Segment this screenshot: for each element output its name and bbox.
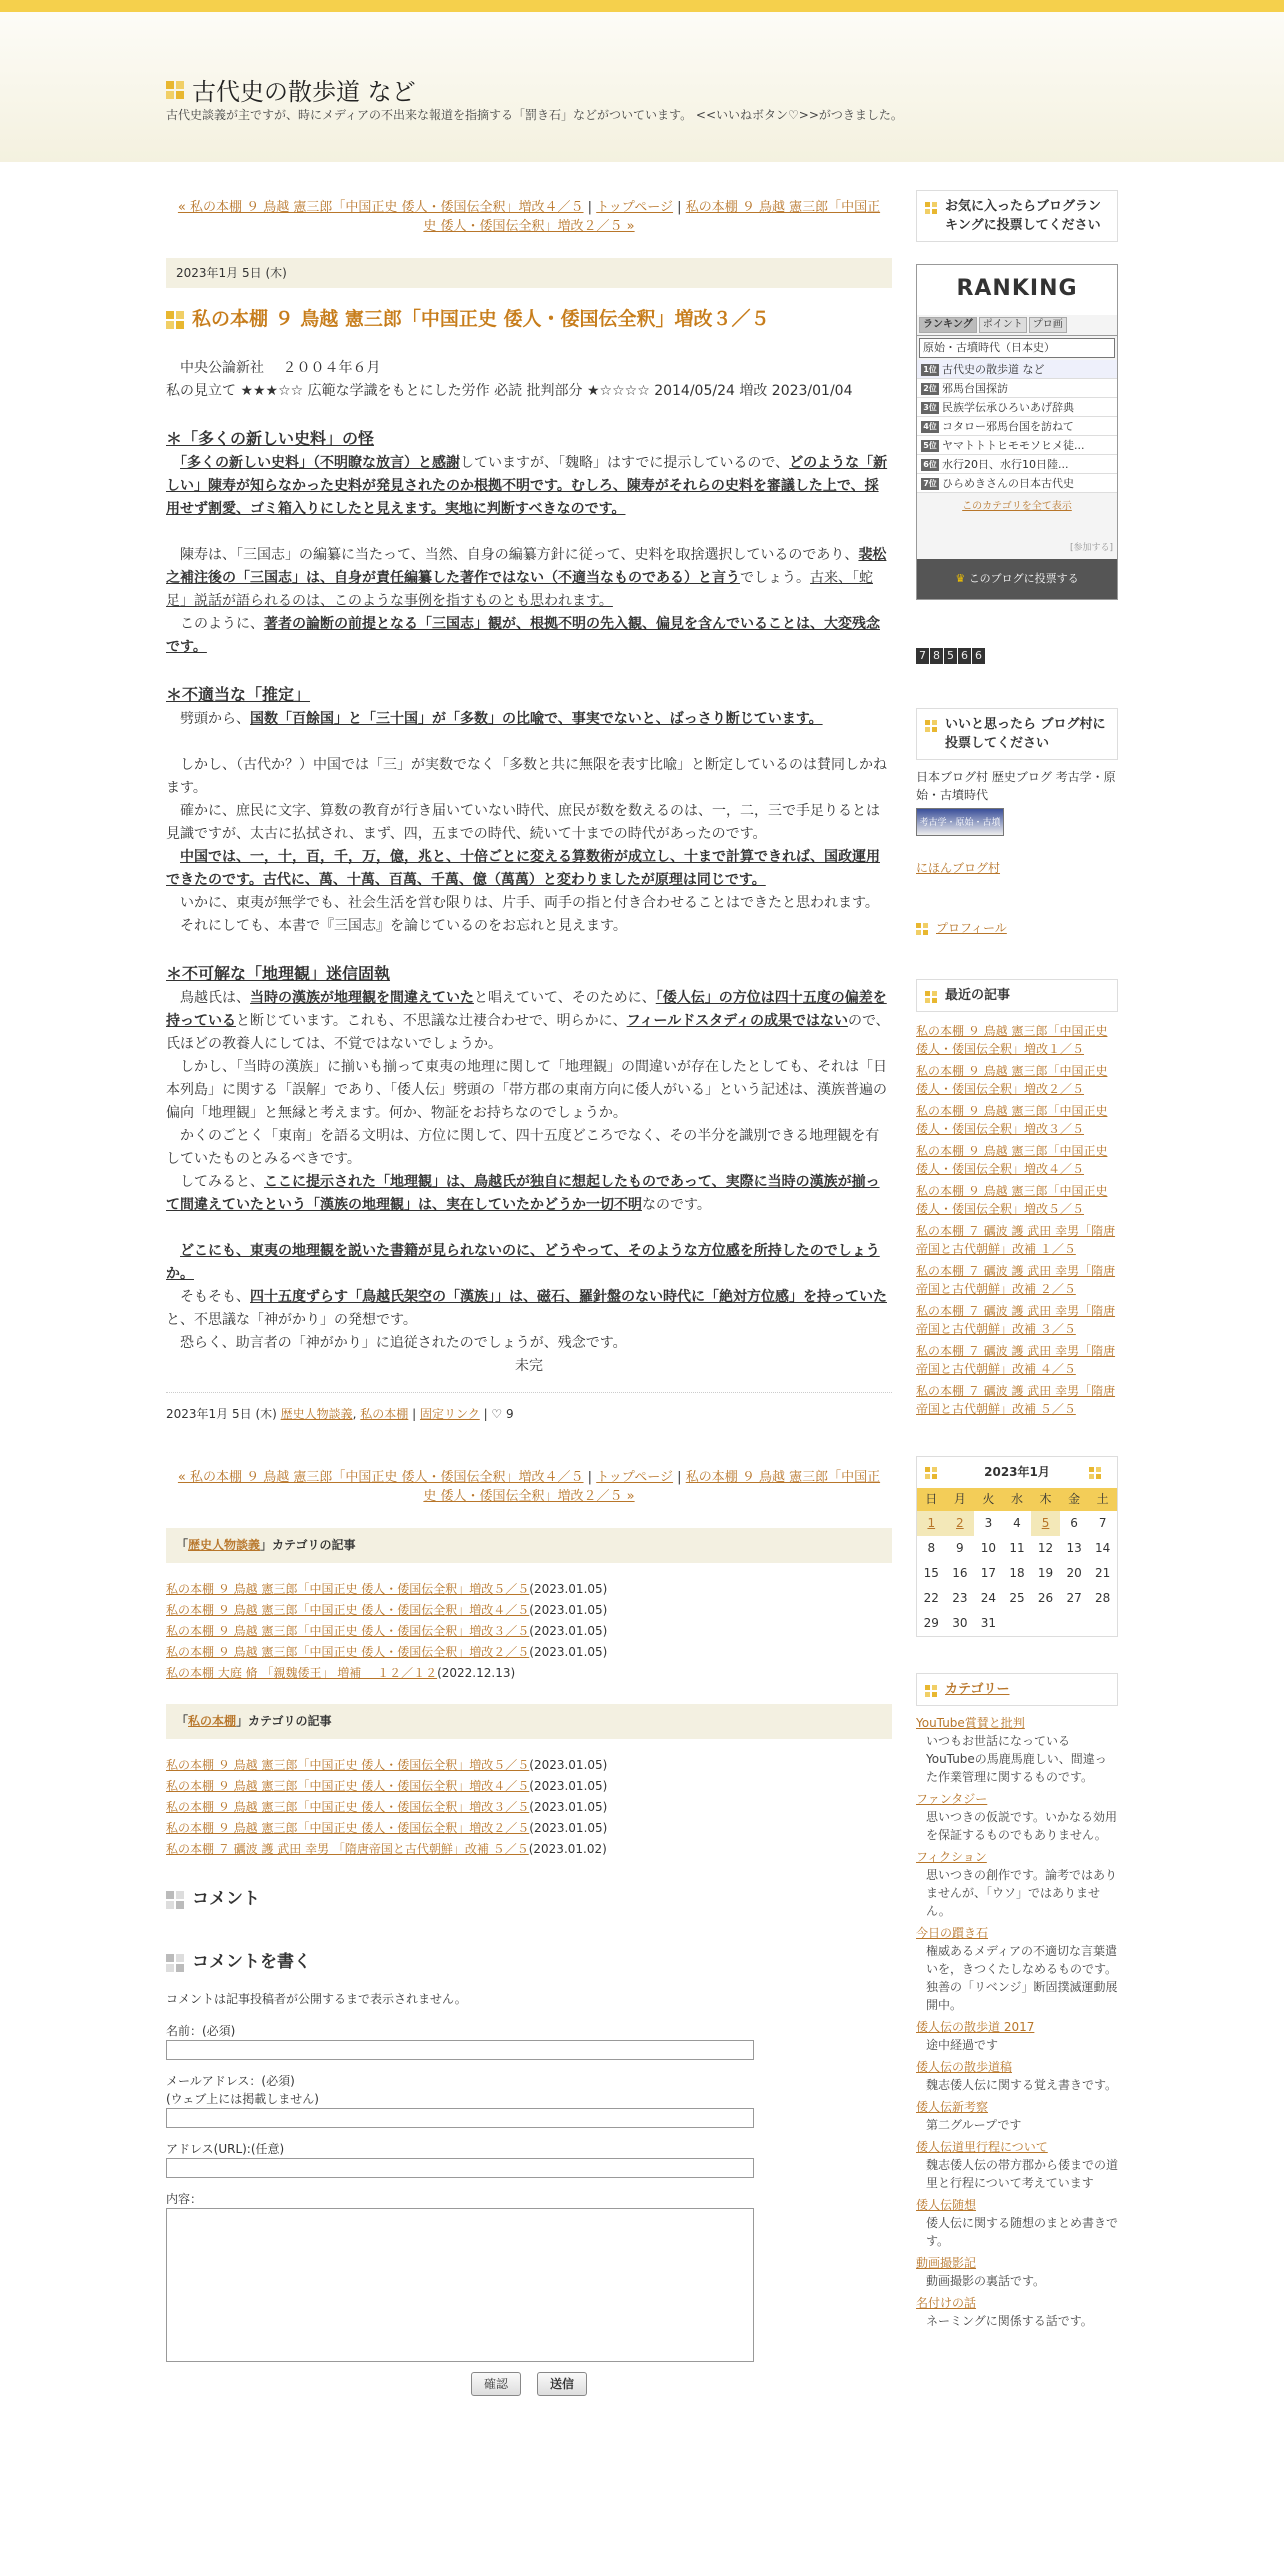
- confirm-button[interactable]: 確認: [471, 2372, 521, 2396]
- next-month-icon[interactable]: [1089, 1467, 1101, 1479]
- category-link[interactable]: 私の本棚: [188, 1714, 237, 1728]
- counter-digit: 8: [930, 648, 943, 664]
- paragraph: そもそも、四十五度ずらす「鳥越氏架空の「漢族」」は、磁石、羅針盤のない時代に「絶対方位感」を持っていたと、不思議な「神がかり」の発想です。: [166, 1289, 887, 1328]
- category-article-date: (2023.01.05): [529, 1758, 608, 1772]
- category-item-link[interactable]: 倭人伝新考察: [916, 2100, 989, 2114]
- ranking-more-link[interactable]: このカテゴリを全て表示: [962, 501, 1072, 512]
- ranking-category-select[interactable]: 原始・古墳時代（日本史）: [919, 338, 1115, 358]
- counter-digit: 7: [916, 648, 929, 664]
- calendar-day: 3: [984, 1516, 993, 1530]
- profile-link[interactable]: プロフィール: [936, 921, 1007, 935]
- calendar-day: 23: [952, 1591, 968, 1605]
- calendar-weekday: 火: [974, 1488, 1003, 1511]
- paragraph: このように、著者の論断の前提となる「三国志」観が、根拠不明の先入観、偏見を含んでいることは、大変残念です。: [166, 616, 880, 655]
- comment-form: [166, 1990, 892, 2396]
- category-article: [166, 1818, 892, 1839]
- category-article-date: (2023.01.05): [529, 1624, 608, 1638]
- prev-entry-link[interactable]: « 私の本棚 ９ 鳥越 憲三郎「中国正史 倭人・倭国伝全釈」増改４／５: [177, 200, 584, 215]
- calendar-day: [1060, 1611, 1089, 1636]
- access-counter: [916, 648, 1118, 664]
- recent-articles-list: [916, 1022, 1118, 1418]
- square-bullet-icon: [925, 1685, 937, 1697]
- category-item-desc: ネーミングに関係する話です。: [926, 2314, 1093, 2328]
- calendar-day[interactable]: [1031, 1511, 1060, 1536]
- category-article-date: (2023.01.05): [529, 1779, 608, 1793]
- square-bullet-icon: [166, 1891, 184, 1909]
- paragraph: 鳥越氏は、当時の漢族が地理観を間違えていたと唱えていて、そのために、「倭人伝」の方位は四十五度の偏差を持っていると断じています。これも、不思議な辻褄合わせで、明らかに、フィールドスタディの成果ではないので、氏ほどの教養人にしては、不覚ではないでしょうか。: [166, 990, 890, 1052]
- heart-icon[interactable]: ♡: [491, 1407, 503, 1421]
- site-title[interactable]: [166, 72, 416, 107]
- calendar-day: [1003, 1611, 1032, 1636]
- top-accent-bar: [0, 0, 1284, 12]
- category-article: [166, 1839, 892, 1860]
- main-column: [166, 190, 892, 2396]
- category-article-date: (2023.01.05): [529, 1645, 608, 1659]
- ranking-blog-name[interactable]: コタロー邪馬台国を訪ねて: [942, 420, 1074, 433]
- recent-article-link[interactable]: 私の本棚 ９ 鳥越 憲三郎「中国正史 倭人・倭国伝全釈」増改２／５: [916, 1064, 1108, 1096]
- category-article-date: (2023.01.05): [529, 1800, 608, 1814]
- calendar-day: 6: [1070, 1516, 1078, 1530]
- category-article-link[interactable]: 私の本棚 ９ 鳥越 憲三郎「中国正史 倭人・倭国伝全釈」増改５／５: [166, 1758, 530, 1772]
- ranking-position: 1位: [921, 364, 939, 376]
- ranking-blog-name[interactable]: 民族学伝承ひろいあげ辞典: [942, 401, 1074, 414]
- calendar-weekday: 金: [1060, 1488, 1089, 1511]
- categories-title: [916, 1673, 1118, 1706]
- category-article: [166, 1776, 892, 1797]
- ranking-position: 3位: [921, 402, 939, 414]
- category-item-link[interactable]: 倭人伝道里行程について: [916, 2140, 1048, 2154]
- counter-digit: 6: [972, 648, 985, 664]
- calendar-day[interactable]: [946, 1511, 975, 1536]
- ranking-position: 2位: [921, 383, 939, 395]
- calendar-day: 21: [1095, 1566, 1111, 1580]
- recent-article-link[interactable]: 私の本棚 ７ 礪波 護 武田 幸男「隋唐帝国と古代朝鮮」改補 ５／５: [916, 1384, 1116, 1416]
- category-article: [166, 1642, 892, 1663]
- category-item-link[interactable]: 倭人伝の散歩道稿: [916, 2060, 1013, 2074]
- ranking-list: [917, 360, 1117, 493]
- category-article-link[interactable]: 私の本棚 ９ 鳥越 憲三郎「中国正史 倭人・倭国伝全釈」増改５／５: [166, 1582, 530, 1596]
- category-list: [916, 1714, 1118, 2330]
- name-input[interactable]: [166, 2040, 754, 2060]
- entry-title: [166, 308, 892, 331]
- ranking-blog-name[interactable]: ひらめきさんの日本古代史: [942, 477, 1074, 490]
- category-item-desc: いつもお世話になっているYouTubeの馬鹿馬鹿しい、間違った作業管理に関するものです。: [926, 1734, 1107, 1784]
- comment-note: コメントは記事投稿者が公開するまで表示されません。: [166, 1992, 467, 2006]
- calendar-day: 25: [1009, 1591, 1025, 1605]
- category-article-date: (2023.01.05): [529, 1603, 608, 1617]
- calendar-day: 14: [1095, 1541, 1111, 1555]
- category-link[interactable]: 私の本棚: [360, 1407, 409, 1421]
- recent-article: [916, 1102, 1118, 1138]
- prev-entry-link[interactable]: « 私の本棚 ９ 鳥越 憲三郎「中国正史 倭人・倭国伝全釈」増改４／５: [177, 1470, 584, 1485]
- ranking-blog-name[interactable]: 古代史の散歩道 など: [942, 363, 1045, 376]
- paragraph: してみると、ここに提示された「地理観」は、鳥越氏が独自に想起したものであって、実際に当時の漢族が揃って間違えていたという「漢族の地理観」は、実在していたかどうか一切不明なのです。: [166, 1174, 880, 1213]
- category-article-link[interactable]: 私の本棚 ９ 鳥越 憲三郎「中国正史 倭人・倭国伝全釈」増改３／５: [166, 1624, 530, 1638]
- calendar-day: 12: [1037, 1541, 1054, 1555]
- tab-point[interactable]: ポイント: [979, 317, 1027, 333]
- square-bullet-icon: [166, 81, 184, 99]
- square-bullet-icon: [166, 1954, 184, 1972]
- counter-digit: 6: [958, 648, 971, 664]
- ranking-item[interactable]: [917, 417, 1117, 436]
- category-article-link[interactable]: 私の本棚 ９ 鳥越 憲三郎「中国正史 倭人・倭国伝全釈」増改３／５: [166, 1800, 530, 1814]
- recent-article-link[interactable]: 私の本棚 ９ 鳥越 憲三郎「中国正史 倭人・倭国伝全釈」増改１／５: [916, 1024, 1108, 1056]
- calendar-day: 17: [980, 1566, 997, 1580]
- calendar-day: 24: [980, 1591, 997, 1605]
- calendar-day: 9: [956, 1541, 964, 1555]
- ranking-position: 7位: [921, 478, 939, 490]
- square-bullet-icon: [916, 923, 928, 935]
- to-be-continued: 未完: [515, 1358, 543, 1374]
- body-label: 内容：: [166, 2192, 203, 2206]
- category-article-link[interactable]: 私の本棚 ９ 鳥越 憲三郎「中国正史 倭人・倭国伝全釈」増改２／５: [166, 1821, 530, 1835]
- paragraph: 「多くの新しい史料」（不明瞭な放言）と感謝していますが、「魏略」はすでに提示しているので、どのような「新しい」陳寿が知らなかった史料が発見されたのか根拠不明です。むしろ、陳寿がそれらの史料を審議した上で、採用せず割愛、ゴミ箱入りにしたと見えます。実地に判断すべきなのです。: [166, 455, 888, 517]
- category-article-date: (2023.01.02): [528, 1842, 607, 1856]
- email-label: メールアドレス：(必須): [166, 2074, 295, 2088]
- ranking-blog-name[interactable]: 邪馬台国探訪: [942, 382, 1008, 395]
- paragraph: 中国では、一，十，百，千，万，億，兆と、十倍ごとに変える算数術が成立し、十まで計算できれば、国政運用できたのです。古代に、萬、十萬、百萬、千萬、億（萬萬）と変わりましたが原理は同じです。: [166, 849, 880, 888]
- calendar-day: 29: [923, 1616, 939, 1630]
- calendar-day: 22: [923, 1591, 939, 1605]
- ranking-item[interactable]: [917, 474, 1117, 493]
- comment-form-heading: コメントを書く: [166, 1951, 892, 1974]
- email-input[interactable]: [166, 2108, 754, 2128]
- ranking-blog-name[interactable]: ヤマトトトヒモモソヒメ徒...: [942, 439, 1085, 452]
- counter-digit: 5: [944, 648, 957, 664]
- recent-article: [916, 1262, 1118, 1298]
- category-item-link[interactable]: 今日の躓き石: [916, 1926, 989, 1940]
- category-item-link[interactable]: ファンタジー: [916, 1792, 988, 1806]
- ranking-item[interactable]: [917, 379, 1117, 398]
- recent-article-link[interactable]: 私の本棚 ９ 鳥越 憲三郎「中国正史 倭人・倭国伝全釈」増改５／５: [916, 1184, 1108, 1216]
- category-item-desc: 思いつきの仮説です。いかなる効用を保証するものでもありません。: [926, 1810, 1118, 1842]
- ranking-item[interactable]: [917, 455, 1117, 474]
- ranking-blog-name[interactable]: 水行20日、水行10日陸...: [942, 458, 1069, 471]
- paragraph: 確かに、庶民に文字、算数の教育が行き届いていない時代、庶民が数を数えるのは、一，二，三で手足りるとは見識ですが、太古に払拭され、まず、四，五までの時代、続いて十までの時代があったのです。: [166, 803, 880, 842]
- category-article: [166, 1600, 892, 1621]
- recent-article-link[interactable]: 私の本棚 ７ 礪波 護 武田 幸男「隋唐帝国と古代朝鮮」改補 ２／５: [916, 1264, 1116, 1296]
- ranking-position: 4位: [921, 421, 939, 433]
- square-bullet-icon: [925, 991, 937, 1003]
- category-article-date: (2023.01.05): [529, 1821, 608, 1835]
- category-item-link[interactable]: フィクション: [916, 1850, 987, 1864]
- category-item-link[interactable]: YouTube賞賛と批判: [916, 1716, 1025, 1730]
- submit-button[interactable]: 送信: [537, 2372, 587, 2396]
- village-text: 日本ブログ村 歴史ブログ 考古学・原始・古墳時代: [916, 770, 1116, 802]
- recent-article: [916, 1182, 1118, 1218]
- paragraph: いかに、東夷が無学でも、社会生活を営む限りは、片手、両手の指と付き合わせることはできたと思われます。: [180, 895, 879, 911]
- calendar-day: 10: [980, 1541, 997, 1555]
- category-article-date: (2022.12.13): [437, 1666, 516, 1680]
- calendar-day: 15: [923, 1566, 939, 1580]
- section-heading: ＊不適当な「推定」: [166, 685, 311, 704]
- category-item-link[interactable]: 倭人伝の散歩道 2017: [916, 2020, 1035, 2034]
- category-article-link[interactable]: 私の本棚 ９ 鳥越 憲三郎「中国正史 倭人・倭国伝全釈」増改４／５: [166, 1603, 530, 1617]
- ranking-vote-button[interactable]: ♛ このブログに投票する: [917, 559, 1117, 599]
- village-link[interactable]: にほんブログ村: [916, 861, 1001, 875]
- calendar-day: 30: [952, 1616, 968, 1630]
- calendar-day: [1031, 1611, 1060, 1636]
- category-article-link[interactable]: 私の本棚 ９ 鳥越 憲三郎「中国正史 倭人・倭国伝全釈」増改２／５: [166, 1645, 530, 1659]
- paragraph: それにしても、本書で『三国志』を論じているのをお忘れと見えます。: [180, 918, 627, 934]
- village-banner[interactable]: 考古学・原始・古墳時代: [916, 808, 1004, 836]
- recent-article-link[interactable]: 私の本棚 ７ 礪波 護 武田 幸男「隋唐帝国と古代朝鮮」改補 １／５: [916, 1224, 1116, 1256]
- calendar-day: 13: [1066, 1541, 1082, 1555]
- calendar-day-link[interactable]: 1: [927, 1516, 936, 1530]
- square-bullet-icon: [925, 202, 937, 214]
- ranking-widget: [916, 264, 1118, 600]
- comment-textarea[interactable]: [166, 2208, 754, 2362]
- paragraph: しかし、「当時の漢族」に揃いも揃って東夷の地理に関して「地理観」の間違いが存在したとしても、それは「日本列島」に関する「誤解」であり、「倭人伝」劈頭の「帯方郡の東南方向に倭人がいる」という記述は、漢族普遍の偏向「地理観」と無縁と考えます。何か、物証をお持ちなのでしょうか。: [166, 1059, 887, 1121]
- paragraph: 劈頭から、国数「百餘国」と「三十国」が「多数」の比喩で、事実でないと、ばっさり断じています。: [180, 711, 823, 727]
- tab-pro[interactable]: プロ画: [1029, 317, 1067, 333]
- recent-title: 最近の記事: [916, 979, 1118, 1012]
- calendar-day: 18: [1009, 1566, 1025, 1580]
- category-box-heading: 「歴史人物談義」カテゴリの記事: [166, 1528, 892, 1563]
- category-article-link[interactable]: 私の本棚 大庭 脩 「親魏倭王」 増補 １２／１２: [166, 1666, 438, 1680]
- category-article: [166, 1755, 892, 1776]
- recent-article: [916, 1302, 1118, 1338]
- calendar-day: 26: [1037, 1591, 1054, 1605]
- recent-article-link[interactable]: 私の本棚 ７ 礪波 護 武田 幸男「隋唐帝国と古代朝鮮」改補 ４／５: [916, 1344, 1116, 1376]
- sidebar: [916, 190, 1118, 2330]
- entry-title-text: 私の本棚 ９ 鳥越 憲三郎「中国正史 倭人・倭国伝全釈」増改３／５: [192, 308, 770, 330]
- site-header: [0, 12, 1284, 162]
- calendar-weekday: 月: [946, 1488, 975, 1511]
- category-item-link[interactable]: 倭人伝随想: [916, 2198, 977, 2212]
- recent-article: [916, 1342, 1118, 1378]
- name-label: 名前：(必須): [166, 2024, 236, 2038]
- calendar-day: [1088, 1611, 1117, 1636]
- nav-separator: |: [583, 200, 597, 215]
- calendar-day: 16: [952, 1566, 968, 1580]
- calendar-weekday: 水: [1003, 1488, 1032, 1511]
- categories-title-link[interactable]: カテゴリー: [945, 1682, 1010, 1697]
- recent-article: [916, 1382, 1118, 1418]
- tab-ranking[interactable]: ランキング: [919, 317, 977, 333]
- category-article-link[interactable]: 私の本棚 ７ 礪波 護 武田 幸男 「隋唐帝国と古代朝鮮」改補 ５／５: [166, 1842, 529, 1856]
- calendar-day-link[interactable]: 5: [1041, 1516, 1050, 1530]
- section-heading: ＊「多くの新しい史料」の怪: [166, 429, 375, 448]
- ranking-join-link[interactable]: [参加する]: [1069, 543, 1113, 553]
- category-article: [166, 1663, 892, 1684]
- calendar: [916, 1456, 1118, 1637]
- category-item-desc: 思いつきの創作です。論考ではありませんが、「ウソ」ではありません。: [926, 1868, 1118, 1918]
- recent-article: [916, 1022, 1118, 1058]
- comments-heading: コメント: [166, 1888, 892, 1911]
- category-article-list: [166, 1579, 892, 1684]
- nav-separator: |: [673, 200, 686, 215]
- calendar-day: 31: [980, 1616, 997, 1630]
- ranking-position: 6位: [921, 459, 939, 471]
- top-page-link[interactable]: トップページ: [596, 1470, 674, 1485]
- intro-line: 私の見立て ★★★☆☆ 広範な学識をもとにした労作 必読 批判部分 ★☆☆☆☆ 2014/05/24 増改 2023/01/04: [166, 383, 853, 399]
- next-entry-link[interactable]: 私の本棚 ９ 鳥越 憲三郎「中国正史 倭人・倭国伝全釈」増改２／５ »: [423, 1470, 881, 1504]
- paragraph: 陳寿は、「三国志」の編纂に当たって、当然、自身の編纂方針に従って、史料を取捨選択しているのであり、裴松之補注後の「三国志」は、自身が責任編纂した著作ではない（不適当なものである）と言うでしょう。古来、「蛇足」説話が語られるのは、このような事例を指すものとも思われます。: [166, 547, 887, 609]
- ranking-item[interactable]: [917, 398, 1117, 417]
- ranking-item[interactable]: [917, 360, 1117, 379]
- paragraph: どこにも、東夷の地理観を説いた書籍が見られないのに、どうやって、そのような方位感を所持したのでしょうか。: [166, 1243, 880, 1282]
- paragraph: 恐らく、助言者の「神がかり」に追従されたのでしょうが、残念です。: [180, 1335, 627, 1351]
- category-article: [166, 1797, 892, 1818]
- category-link[interactable]: 歴史人物談義: [188, 1538, 261, 1552]
- category-item-desc: 途中経過です: [926, 2038, 999, 2052]
- category-article-link[interactable]: 私の本棚 ９ 鳥越 憲三郎「中国正史 倭人・倭国伝全釈」増改４／５: [166, 1779, 530, 1793]
- calendar-day: 7: [1098, 1516, 1107, 1530]
- next-entry-link[interactable]: 私の本棚 ９ 鳥越 憲三郎「中国正史 倭人・倭国伝全釈」増改２／５ »: [423, 200, 881, 234]
- calendar-day: 19: [1037, 1566, 1054, 1580]
- category-article: [166, 1621, 892, 1642]
- calendar-weekday: 土: [1088, 1488, 1117, 1511]
- entry-footer: 2023年1月 5日 (木) 歴史人物談義, 私の本棚 | 固定リンク | ♡ 9: [166, 1392, 892, 1426]
- calendar-day: 28: [1095, 1591, 1111, 1605]
- category-item-desc: 第二グループです: [926, 2118, 1022, 2132]
- category-article-date: (2023.01.05): [529, 1582, 608, 1596]
- calendar-day-link[interactable]: 2: [956, 1516, 964, 1530]
- category-item-desc: 魏志倭人伝の帯方郡から倭までの道里と行程について考えています: [926, 2158, 1119, 2190]
- recent-article-link[interactable]: 私の本棚 ９ 鳥越 憲三郎「中国正史 倭人・倭国伝全釈」増改３／５: [916, 1104, 1108, 1136]
- email-note: (ウェブ上には掲載しません): [166, 2092, 319, 2106]
- ranking-position: 5位: [921, 440, 939, 452]
- paragraph: かくのごとく「東南」を語る文明は、方位に関して、四十五度どころでなく、その半分を識別できる地理観を有していたものとみるべきです。: [166, 1128, 880, 1167]
- calendar-weekday: 日: [917, 1488, 946, 1511]
- calendar-day: 20: [1066, 1566, 1082, 1580]
- permalink[interactable]: 固定リンク: [419, 1407, 480, 1421]
- recent-article: [916, 1222, 1118, 1258]
- calendar-day: 27: [1066, 1591, 1082, 1605]
- category-article: [166, 1579, 892, 1600]
- category-link[interactable]: 歴史人物談義: [280, 1407, 353, 1421]
- recent-article-link[interactable]: 私の本棚 ９ 鳥越 憲三郎「中国正史 倭人・倭国伝全釈」増改４／５: [916, 1144, 1108, 1176]
- ranking-title: お気に入ったらブログランキングに投票してください: [916, 190, 1118, 242]
- category-item-desc: 権威あるメディアの不適切な言葉遣いを，きつくたしなめるものです。独善の「リベンジ」断固撲滅運動展開中。: [926, 1944, 1118, 2012]
- entry-nav-bottom: « 私の本棚 ９ 鳥越 憲三郎「中国正史 倭人・倭国伝全釈」増改４／５ | トップページ | 私の本棚 ９ 鳥越 憲三郎「中国正史 倭人・倭国伝全釈」増改２／５ »: [177, 1470, 881, 1504]
- entry-body: [166, 357, 892, 1378]
- prev-month-icon[interactable]: [925, 1467, 937, 1479]
- paragraph: しかし、（古代か？）中国では「三」が実数でなく「多数と共に無限を表す比喩」と断定しているのは賛同しかねます。: [166, 757, 887, 796]
- category-item-desc: 動画撮影の裏話です。: [926, 2274, 1046, 2288]
- url-label: アドレス(URL):(任意): [166, 2142, 285, 2156]
- recent-article: [916, 1062, 1118, 1098]
- entry-date: 2023年1月 5日 (木): [166, 258, 892, 288]
- category-box-heading: 「私の本棚」カテゴリの記事: [166, 1704, 892, 1739]
- profile-link-row: [916, 919, 1118, 937]
- calendar-table: [917, 1488, 1117, 1636]
- category-item-desc: 倭人伝に関する随想のまとめ書きです。: [926, 2216, 1119, 2248]
- site-description: 古代史談義が主ですが、時にメディアの不出来な報道を指摘する「罰き石」などがついています。 <<いいねボタン♡>>がつきました。: [166, 108, 903, 122]
- village-title: いいと思ったら ブログ村に投票してください: [916, 708, 1118, 760]
- url-input[interactable]: [166, 2158, 754, 2178]
- like-count: 9: [506, 1407, 514, 1421]
- category-item-desc: 魏志倭人伝に関する覚え書きです。: [926, 2078, 1118, 2092]
- calendar-day: 11: [1009, 1541, 1025, 1555]
- calendar-day[interactable]: [917, 1511, 946, 1536]
- category-item-link[interactable]: 名付けの話: [916, 2296, 977, 2310]
- category-article-list: [166, 1755, 892, 1860]
- category-item-link[interactable]: 動画撮影記: [916, 2256, 977, 2270]
- calendar-title: 2023年1月: [984, 1465, 1050, 1479]
- calendar-day: 4: [1013, 1516, 1021, 1530]
- entry-nav-top: [166, 190, 892, 244]
- top-page-link[interactable]: トップページ: [596, 200, 674, 215]
- crown-icon: ♛: [955, 572, 966, 585]
- square-bullet-icon: [166, 311, 184, 329]
- calendar-weekday: 木: [1031, 1488, 1060, 1511]
- section-heading: ＊不可解な「地理観」迷信固執: [166, 964, 391, 983]
- intro-line: 中央公論新社 ２００４年６月: [166, 360, 381, 376]
- ranking-logo[interactable]: RANKING: [917, 265, 1117, 315]
- recent-article: [916, 1142, 1118, 1178]
- square-bullet-icon: [925, 720, 937, 732]
- site-title-text[interactable]: 古代史の散歩道 など: [192, 78, 416, 106]
- calendar-day: 8: [927, 1541, 936, 1555]
- recent-article-link[interactable]: 私の本棚 ７ 礪波 護 武田 幸男「隋唐帝国と古代朝鮮」改補 ３／５: [916, 1304, 1116, 1336]
- ranking-item[interactable]: [917, 436, 1117, 455]
